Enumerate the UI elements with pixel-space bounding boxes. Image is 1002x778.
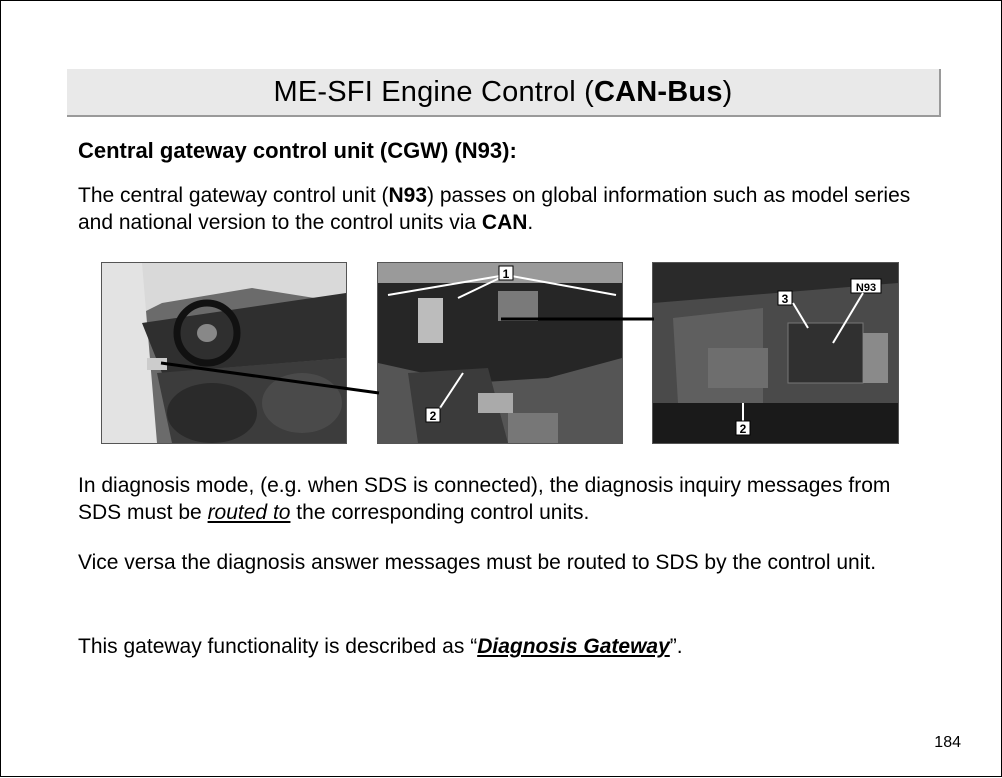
page-number: 184 <box>934 734 961 751</box>
photo-control-unit <box>652 262 899 444</box>
slide-title <box>67 69 941 117</box>
label-n93: N93 <box>855 282 877 294</box>
title-prefix: ME-SFI Engine Control ( <box>273 75 594 108</box>
intro-text-3: . <box>527 211 534 234</box>
section-heading: Central gateway control unit (CGW) (N93): <box>78 138 517 163</box>
intro-bold-can: CAN <box>481 211 528 234</box>
diagnosis-gateway-emphasis: Diagnosis Gateway <box>477 635 670 658</box>
intro-text-2: ) passes on global information such as model series and national version to the control units via <box>78 184 911 234</box>
gateway-text-1: This gateway functionality is described as “ <box>78 635 478 658</box>
routed-to-emphasis: routed to <box>207 501 291 524</box>
label-2-middle: 2 <box>429 409 437 423</box>
photo-car-interior <box>101 262 347 444</box>
paragraph-diagnosis-mode <box>78 472 928 526</box>
title-suffix: ) <box>722 75 733 108</box>
label-2-right: 2 <box>739 422 747 436</box>
paragraph-vice-versa: Vice versa the diagnosis answer messages must be routed to SDS by the control unit. <box>78 551 877 574</box>
intro-bold-n93: N93 <box>388 184 428 207</box>
label-3: 3 <box>781 292 789 306</box>
label-1: 1 <box>502 267 510 281</box>
photo-under-dashboard <box>377 262 623 444</box>
paragraph-intro <box>78 182 928 236</box>
diag-text-2: the corresponding control units. <box>290 501 590 524</box>
intro-text-1: The central gateway control unit ( <box>78 184 389 207</box>
title-bold: CAN-Bus <box>593 75 723 108</box>
diag-text-1: In diagnosis mode, (e.g. when SDS is connected), the diagnosis inquiry messages from SDS must be <box>78 474 891 524</box>
paragraph-gateway <box>78 633 928 660</box>
gateway-text-2: ”. <box>669 635 683 658</box>
